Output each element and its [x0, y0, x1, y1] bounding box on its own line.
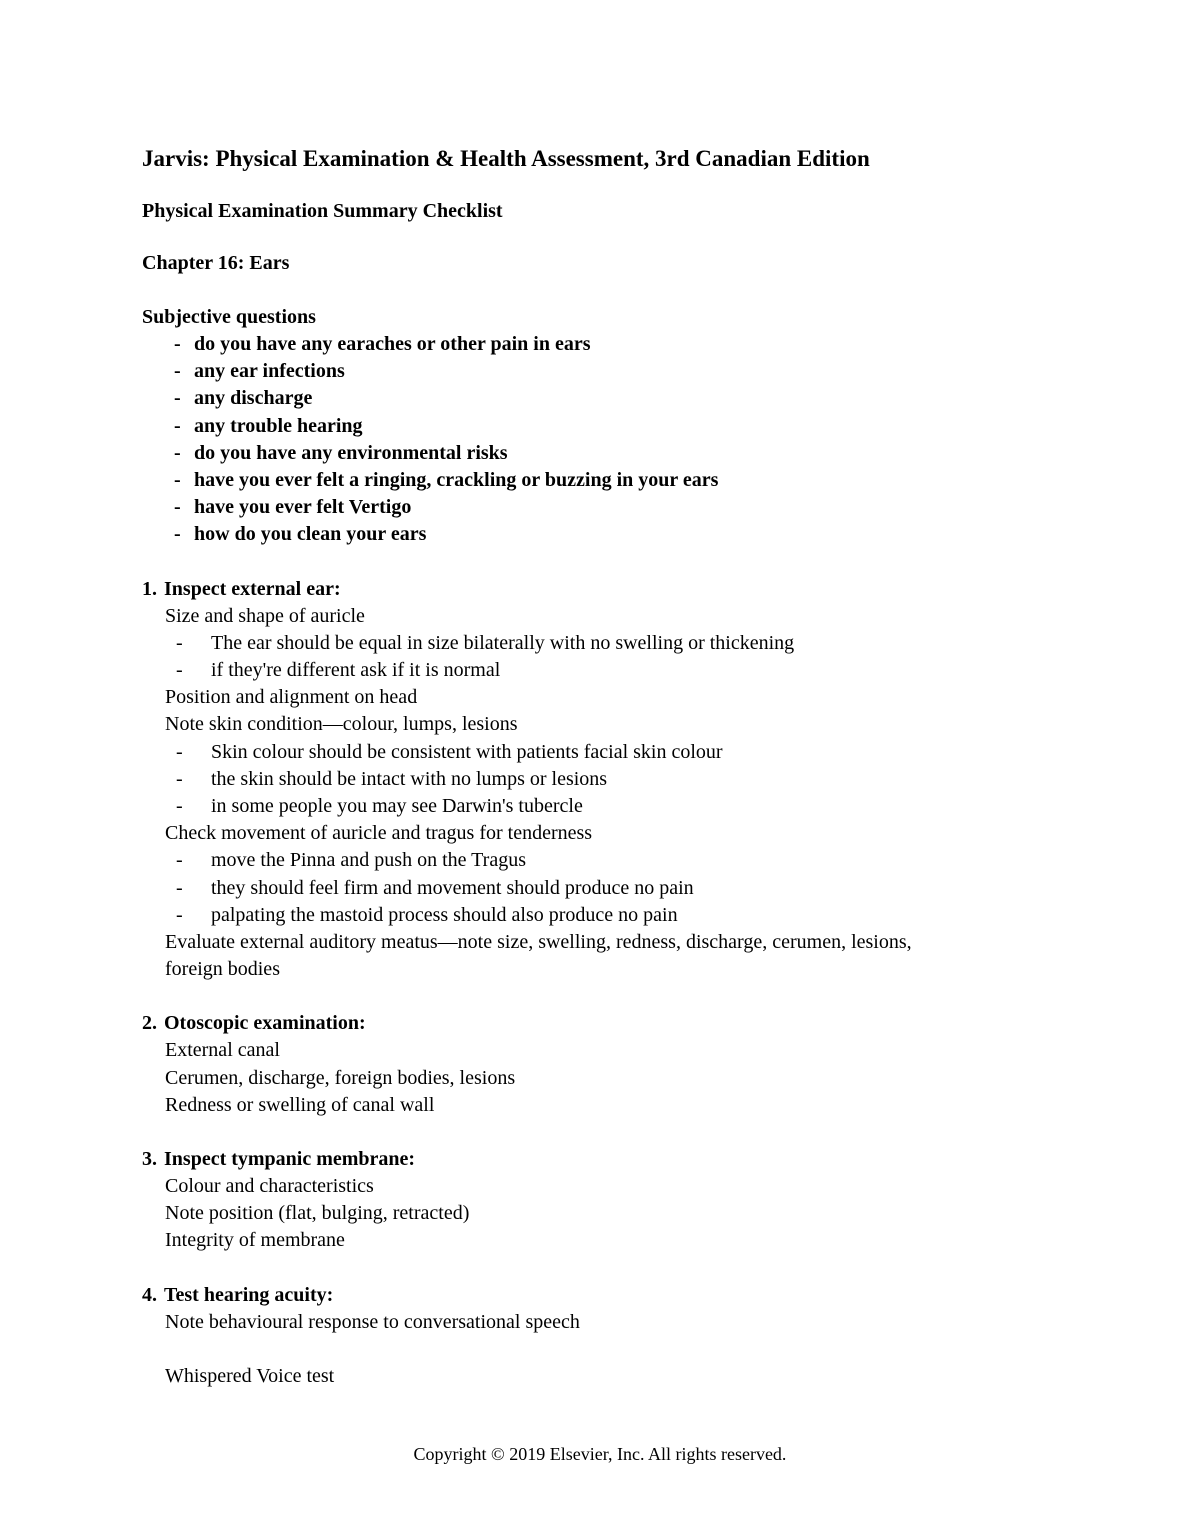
dash-bullet: -: [176, 849, 183, 872]
section-heading: 3. Inspect tympanic membrane:: [142, 1146, 1062, 1173]
dash-bullet: -: [174, 469, 181, 492]
checklist-line: Position and alignment on head: [165, 686, 418, 709]
document-page: [142, 140, 1062, 1417]
checklist-line: Note behavioural response to conversational speech: [165, 1310, 580, 1333]
checklist-line: External canal: [165, 1039, 280, 1062]
checklist-line: Note skin condition—colour, lumps, lesions: [165, 713, 518, 736]
checklist-line: Evaluate external auditory meatus—note size, swelling, redness, discharge, cerumen, lesions,: [165, 931, 912, 954]
dash-bullet: -: [176, 740, 183, 763]
dash-bullet: -: [174, 523, 181, 546]
checklist-line: Integrity of membrane: [165, 1229, 345, 1252]
list-item: - Skin colour should be consistent with patients facial skin colour: [142, 739, 1062, 766]
checklist-line: Colour and characteristics: [165, 1175, 374, 1198]
sub-list: [142, 739, 1062, 821]
dash-bullet: -: [174, 496, 181, 519]
section-number: 4.: [142, 1283, 157, 1306]
chapter-heading: Chapter 16: Ears: [142, 252, 290, 274]
section-number: 1.: [142, 577, 157, 600]
section-heading: 1. Inspect external ear:: [142, 576, 1062, 603]
list-item: - any ear infections: [142, 358, 1062, 385]
checklist-line: Redness or swelling of canal wall: [165, 1093, 435, 1116]
checklist-line: Size and shape of auricle: [165, 604, 365, 627]
dash-bullet: -: [176, 795, 183, 818]
list-item: - do you have any earaches or other pain in ears: [142, 331, 1062, 358]
dash-bullet: -: [176, 876, 183, 899]
section-number: 2.: [142, 1012, 157, 1035]
section-otoscopic-examination: [142, 1010, 1062, 1119]
section-heading: 2. Otoscopic examination:: [142, 1010, 1062, 1037]
checklist-line: foreign bodies: [165, 958, 280, 981]
checklist-line: Cerumen, discharge, foreign bodies, lesions: [165, 1066, 516, 1089]
list-item: - how do you clean your ears: [142, 521, 1062, 548]
document-subtitle: Physical Examination Summary Checklist: [142, 200, 503, 222]
dash-bullet: -: [176, 659, 183, 682]
dash-bullet: -: [174, 387, 181, 410]
subjective-questions-heading: Subjective questions: [142, 306, 316, 328]
list-item: - if they're different ask if it is normal: [142, 657, 1062, 684]
section-inspect-tympanic-membrane: [142, 1146, 1062, 1255]
checklist-line: Whispered Voice test: [165, 1364, 335, 1387]
section-number: 3.: [142, 1148, 157, 1171]
list-item: - any trouble hearing: [142, 413, 1062, 440]
subjective-questions-list: [142, 331, 1062, 549]
section-test-hearing-acuity: [142, 1282, 1062, 1390]
list-item: - any discharge: [142, 385, 1062, 412]
sub-list: [142, 630, 1062, 684]
list-item: - palpating the mastoid process should also produce no pain: [142, 902, 1062, 929]
dash-bullet: -: [174, 414, 181, 437]
list-item: - the skin should be intact with no lumps or lesions: [142, 766, 1062, 793]
sub-list: [142, 847, 1062, 929]
dash-bullet: -: [174, 360, 181, 383]
list-item: - have you ever felt a ringing, crackling or buzzing in your ears: [142, 467, 1062, 494]
list-item: - The ear should be equal in size bilaterally with no swelling or thickening: [142, 630, 1062, 657]
blank-line: [142, 1336, 1062, 1363]
list-item: - they should feel firm and movement should produce no pain: [142, 875, 1062, 902]
section-inspect-external-ear: [142, 576, 1062, 984]
dash-bullet: -: [176, 767, 183, 790]
dash-bullet: -: [174, 333, 181, 355]
document-title: Jarvis: Physical Examination & Health Assessment, 3rd Canadian Edition: [142, 146, 870, 171]
checklist-line: Check movement of auricle and tragus for tenderness: [165, 822, 593, 845]
list-item: - move the Pinna and push on the Tragus: [142, 847, 1062, 874]
list-item: - do you have any environmental risks: [142, 440, 1062, 467]
dash-bullet: -: [176, 631, 183, 654]
dash-bullet: -: [174, 441, 181, 464]
list-item: - have you ever felt Vertigo: [142, 494, 1062, 521]
copyright-footer: Copyright © 2019 Elsevier, Inc. All rights reserved.: [413, 1444, 787, 1464]
checklist-line: Note position (flat, bulging, retracted): [165, 1202, 470, 1225]
section-heading: 4. Test hearing acuity:: [142, 1282, 1062, 1309]
dash-bullet: -: [176, 903, 183, 926]
list-item: - in some people you may see Darwin's tubercle: [142, 793, 1062, 820]
